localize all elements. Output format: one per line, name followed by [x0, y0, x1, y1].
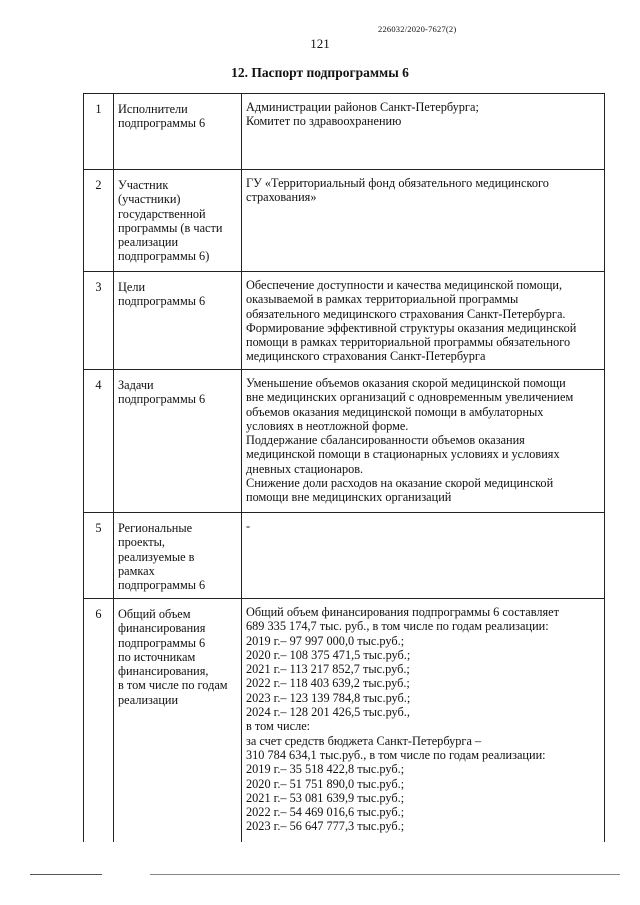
- label-line: подпрограммы 6: [118, 294, 206, 309]
- value-line: 310 784 634,1 тыс.руб., в том числе по годам реализации:: [246, 747, 546, 762]
- row-label: [114, 94, 242, 170]
- table-row: [84, 599, 605, 842]
- row-label: [114, 599, 242, 842]
- value-line: за счет средств бюджета Санкт-Петербурга –: [246, 733, 482, 748]
- scan-artifact-line: [30, 874, 102, 875]
- value-line: дневных стационаров.: [246, 461, 364, 476]
- row-label: [114, 272, 242, 370]
- label-line: рамках: [118, 563, 155, 578]
- value-line: 2020 г.– 51 751 890,0 тыс.руб.;: [246, 776, 405, 791]
- label-line: реализации: [118, 692, 179, 707]
- row-value: [242, 370, 605, 513]
- table-row: [84, 170, 605, 272]
- label-line: программы (в части: [118, 220, 223, 235]
- value-line: -: [246, 519, 251, 533]
- label-line: по источникам: [118, 649, 196, 664]
- value-line: помощи в рамках территориальной программы обязательного: [246, 335, 571, 350]
- document-number: 226032/2020-7627(2): [378, 24, 457, 34]
- value-line: 2024 г.– 128 201 426,5 тыс.руб.,: [246, 705, 410, 720]
- row-value: [242, 170, 605, 272]
- value-line: 2021 г.– 113 217 852,7 тыс.руб.;: [246, 662, 410, 677]
- value-line: 2020 г.– 108 375 471,5 тыс.руб.;: [246, 647, 411, 662]
- value-line: условиях в неотложной форме.: [246, 418, 409, 433]
- label-line: подпрограммы 6): [118, 249, 210, 264]
- value-line: Снижение доли расходов на оказание скорой медицинской: [246, 476, 554, 491]
- label-line: Участник: [118, 178, 169, 192]
- value-line: 2022 г.– 118 403 639,2 тыс.руб.;: [246, 676, 410, 691]
- value-line: оказываемой в рамках территориальной программы: [246, 292, 519, 307]
- row-label: [114, 370, 242, 513]
- row-number: 2: [84, 170, 114, 272]
- value-line: 689 335 174,7 тыс. руб., в том числе по годам реализации:: [246, 619, 549, 634]
- page-title: 12. Паспорт подпрограммы 6: [231, 65, 409, 80]
- label-line: подпрограммы 6: [118, 635, 206, 650]
- table-row: [84, 272, 605, 370]
- value-line: 2021 г.– 53 081 639,9 тыс.руб.;: [246, 790, 405, 805]
- value-line: 2019 г.– 35 518 422,8 тыс.руб.;: [246, 762, 405, 777]
- label-line: Задачи: [118, 378, 154, 392]
- value-line: помощи вне медицинских организаций: [246, 490, 452, 505]
- label-line: Общий объем: [118, 607, 191, 621]
- scan-artifact-line: [150, 874, 620, 875]
- label-line: реализуемые в: [118, 549, 195, 564]
- label-line: в том числе по годам: [118, 678, 228, 693]
- page-number: 121: [310, 36, 330, 51]
- value-line: 2023 г.– 123 139 784,8 тыс.руб.;: [246, 690, 411, 705]
- value-line: Общий объем финансирования подпрограммы 6 составляет: [246, 605, 560, 619]
- value-line: ГУ «Территориальный фонд обязательного медицинского: [246, 176, 549, 190]
- label-line: Региональные: [118, 521, 193, 535]
- value-line: медицинского страхования Санкт-Петербурга: [246, 349, 486, 364]
- label-line: финансирования,: [118, 664, 209, 679]
- value-line: медицинской помощи в стационарных условиях и условиях: [246, 447, 560, 462]
- row-number: 4: [84, 370, 114, 513]
- label-line: реализации: [118, 235, 179, 250]
- label-line: подпрограммы 6: [118, 116, 206, 131]
- label-line: проекты,: [118, 535, 166, 550]
- value-line: 2019 г.– 97 997 000,0 тыс.руб.;: [246, 633, 405, 648]
- value-line: 2022 г.– 54 469 016,6 тыс.руб.;: [246, 805, 405, 820]
- row-label: [114, 513, 242, 599]
- label-line: подпрограммы 6: [118, 392, 206, 407]
- table-row: [84, 370, 605, 513]
- passport-table: [83, 93, 605, 842]
- row-number: 6: [84, 599, 114, 842]
- row-number: 1: [84, 94, 114, 170]
- value-line: Поддержание сбалансированности объемов оказания: [246, 433, 525, 448]
- label-line: финансирования: [118, 621, 206, 636]
- value-line: Комитет по здравоохранению: [246, 114, 402, 129]
- value-line: в том числе:: [246, 719, 311, 734]
- value-line: Администрации районов Санкт-Петербурга;: [246, 100, 479, 114]
- label-line: Цели: [118, 280, 146, 294]
- row-value: [242, 599, 605, 842]
- row-number: 3: [84, 272, 114, 370]
- value-line: объемов оказания медицинской помощи в амбулаторных: [246, 404, 544, 419]
- row-number: 5: [84, 513, 114, 599]
- label-line: подпрограммы 6: [118, 578, 206, 593]
- table-row: [84, 94, 605, 170]
- value-line: Формирование эффективной структуры оказания медицинской: [246, 320, 577, 335]
- value-line: Уменьшение объемов оказания скорой медицинской помощи: [246, 376, 566, 390]
- label-line: государственной: [118, 206, 206, 221]
- value-line: Обеспечение доступности и качества медицинской помощи,: [246, 278, 563, 292]
- label-line: Исполнители: [118, 102, 188, 116]
- value-line: обязательного медицинского страхования Санкт-Петербурга.: [246, 306, 566, 321]
- row-value: [242, 94, 605, 170]
- value-line: страхования»: [246, 190, 317, 205]
- table-row: [84, 513, 605, 599]
- value-line: вне медицинских организаций с одновременным увеличением: [246, 390, 574, 405]
- value-line: 2023 г.– 56 647 777,3 тыс.руб.;: [246, 819, 405, 834]
- label-line: (участники): [118, 192, 181, 207]
- row-value: [242, 272, 605, 370]
- row-label: [114, 170, 242, 272]
- row-value: [242, 513, 605, 599]
